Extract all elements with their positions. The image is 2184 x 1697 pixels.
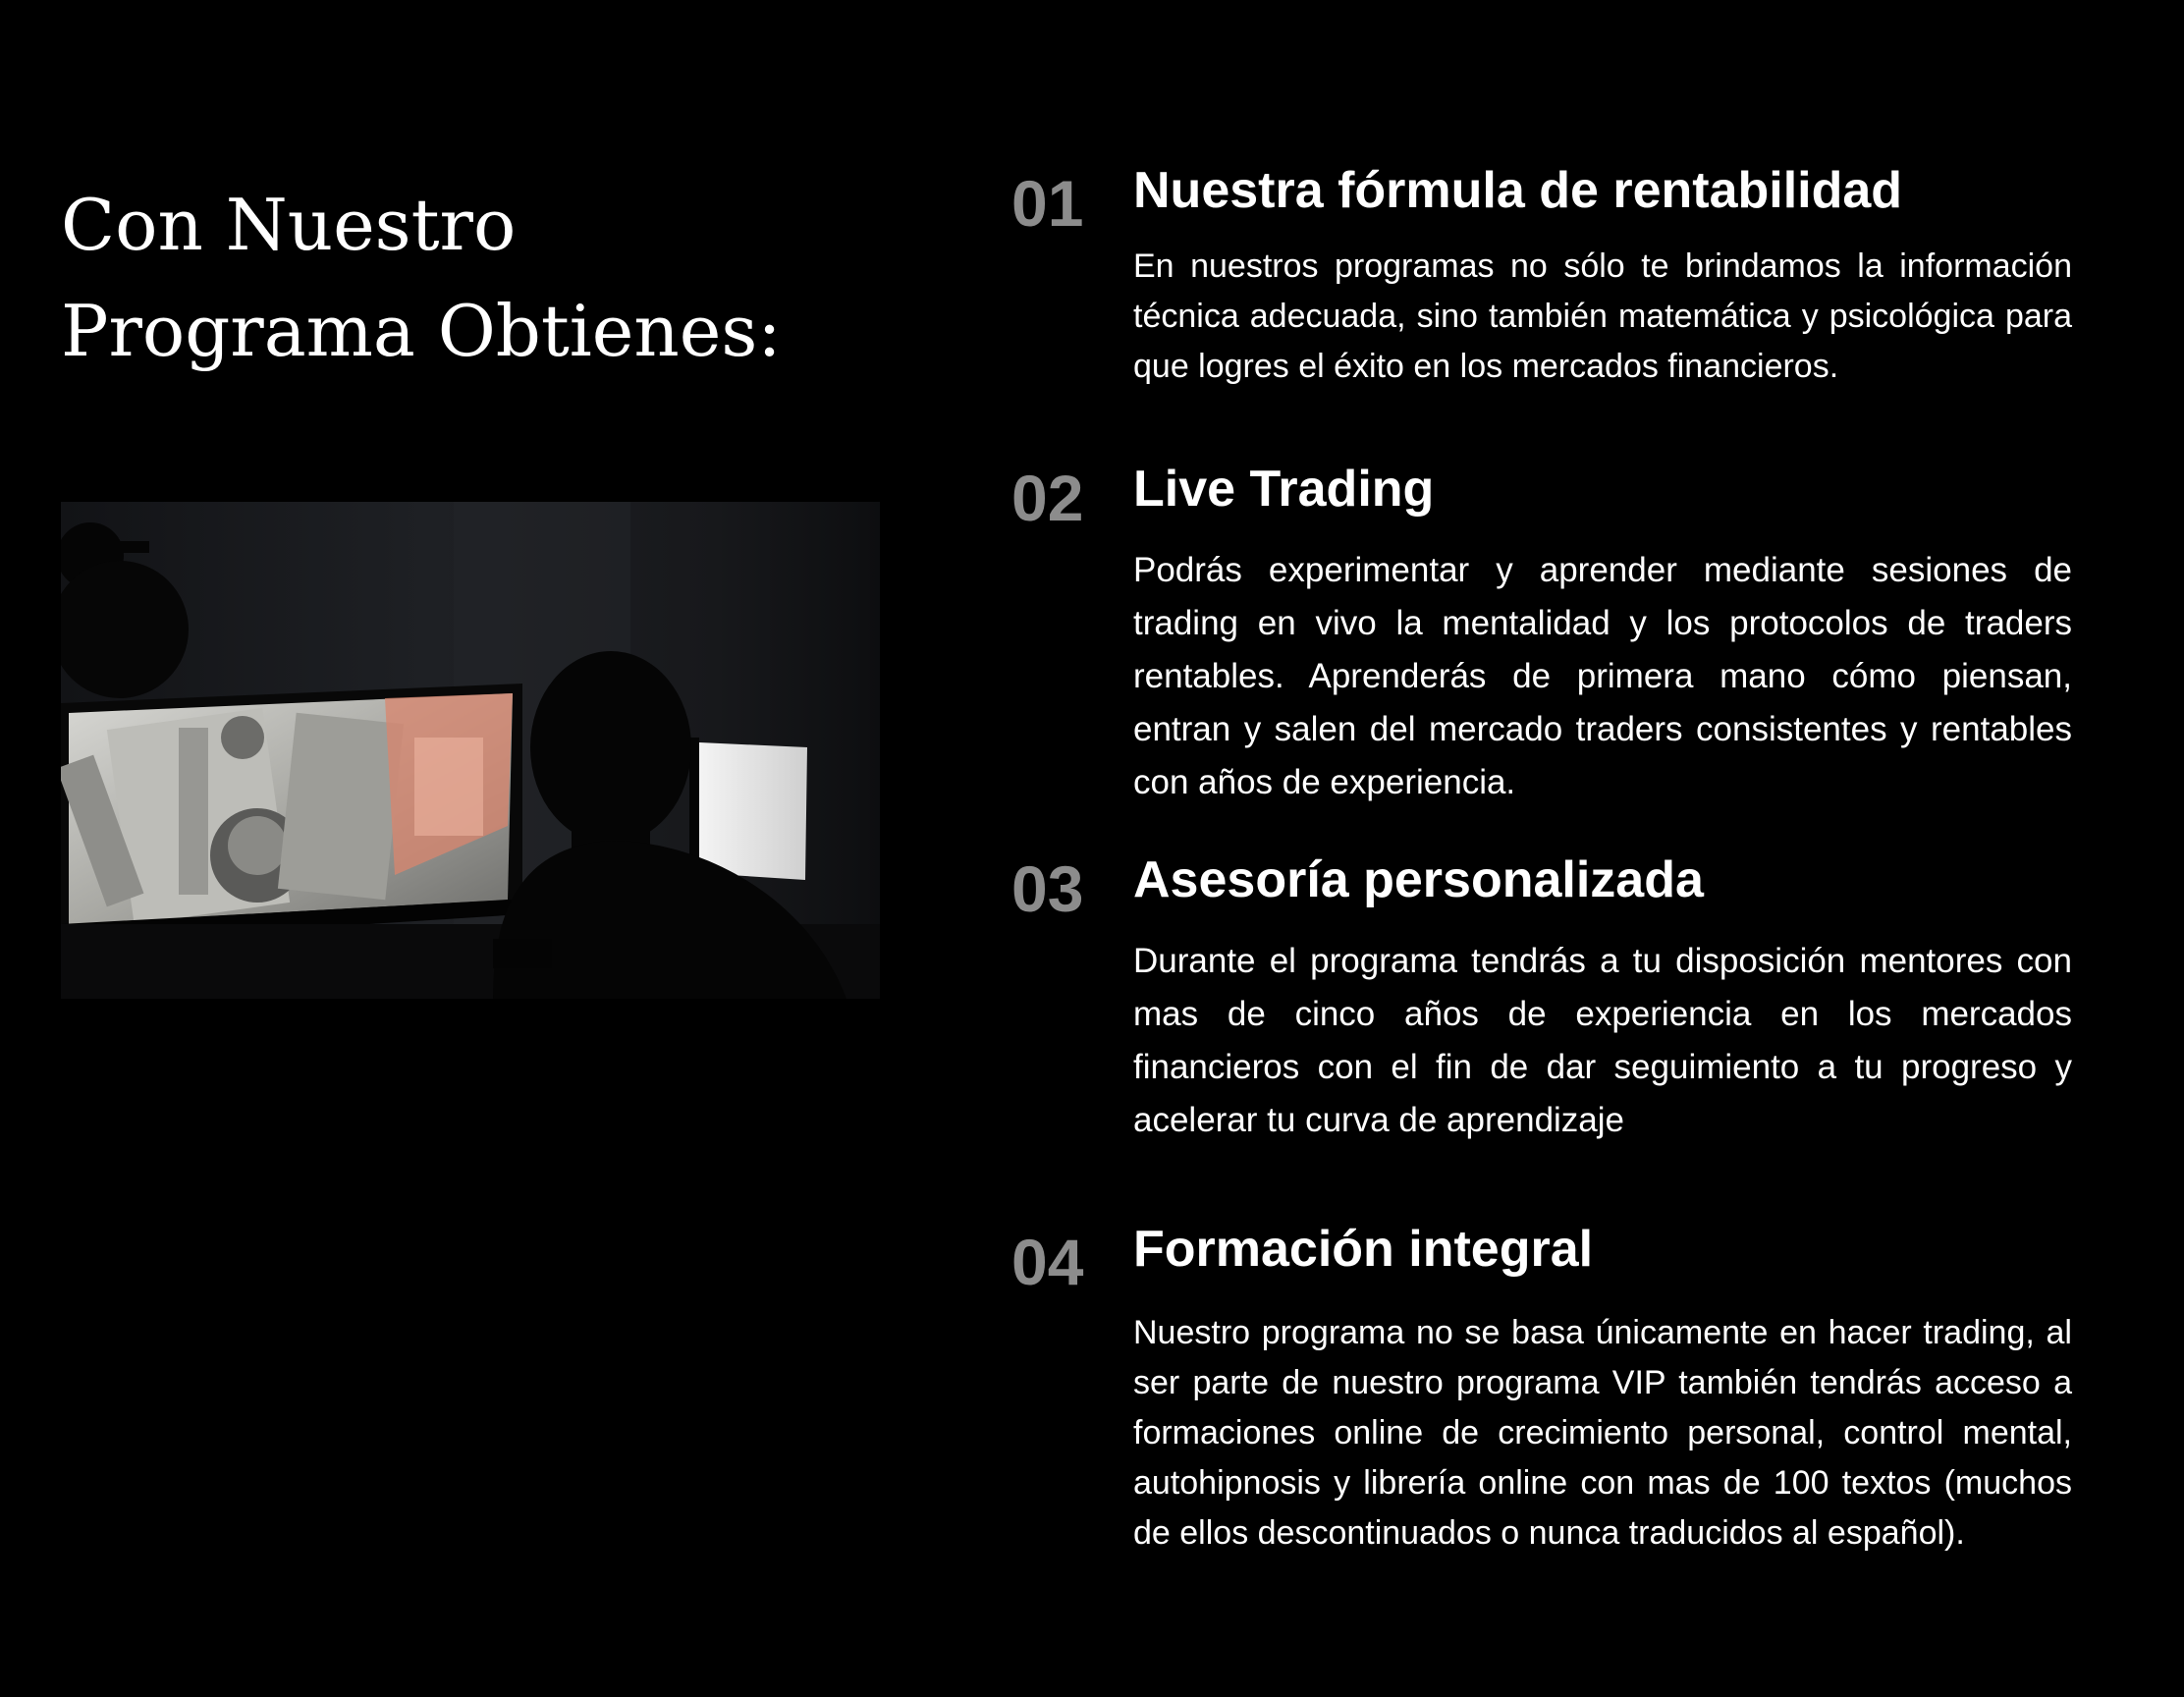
feature-title: Asesoría personalizada	[1133, 851, 1704, 908]
feature-title: Live Trading	[1133, 461, 1435, 518]
page-title	[61, 172, 945, 384]
feature-number: 02	[1011, 462, 1084, 534]
feature-number: 03	[1011, 852, 1084, 925]
feature-title: Nuestra fórmula de rentabilidad	[1133, 162, 1903, 219]
feature-number: 01	[1011, 167, 1084, 240]
trader-at-monitors-image	[61, 502, 880, 999]
feature-number: 04	[1011, 1226, 1084, 1298]
feature-title: Formación integral	[1133, 1221, 1594, 1278]
feature-description: Durante el programa tendrás a tu disposición mentores con mas de cinco años de experiencia en los mercados financieros con el fin de dar seguimiento a tu progreso y acelerar tu curva de aprendizaje	[1133, 942, 2072, 1139]
feature-description: En nuestros programas no sólo te brindamos la información técnica adecuada, sino también matemática y psicológica para que logres el éxito en los mercados financieros.	[1133, 247, 2072, 385]
page-title-line-2: Programa Obtienes:	[61, 290, 782, 372]
page-title-line-1: Con Nuestro	[61, 184, 517, 266]
feature-description: Podrás experimentar y aprender mediante sesiones de trading en vivo la mentalidad y los protocolos de traders rentables. Aprenderás de primera mano cómo piensan, entran y salen del mercado traders consistentes y rentables con años de experiencia.	[1133, 551, 2072, 801]
feature-description: Nuestro programa no se basa únicamente en hacer trading, al ser parte de nuestro programa VIP también tendrás acceso a formaciones online de crecimiento personal, control mental, autohipnosis y librería online con mas de 100 textos (muchos de ellos descontinuados o nunca traducidos al español).	[1133, 1314, 2072, 1552]
